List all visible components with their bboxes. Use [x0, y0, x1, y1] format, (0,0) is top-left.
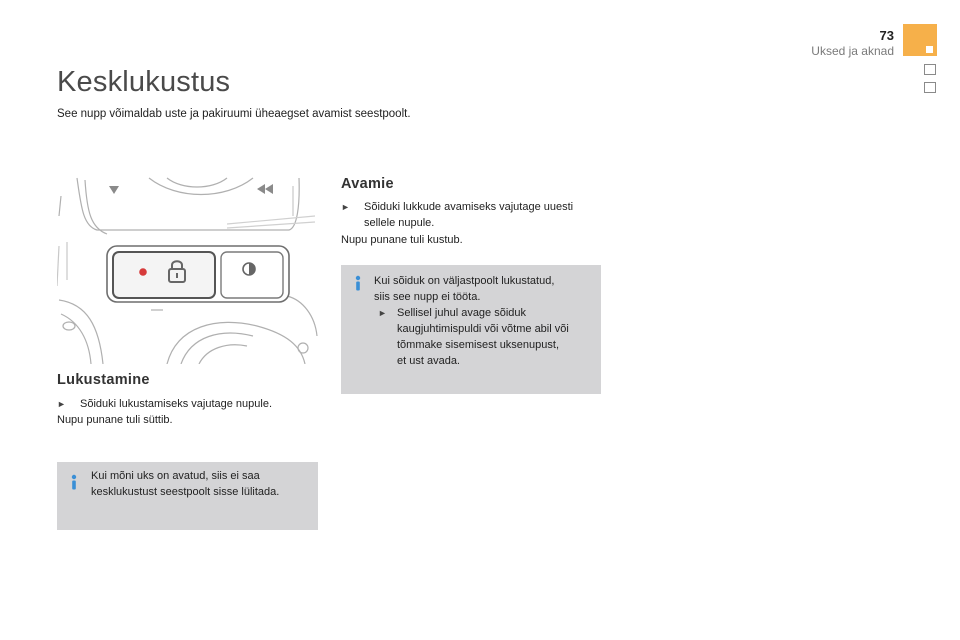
lock-bullet-text: Sõiduki lukustamiseks vajutage nupule. — [80, 398, 273, 410]
lock-info-line-1: Kui mõni uks on avatud, siis ei saa — [91, 470, 260, 482]
chapter-title: Uksed ja aknad — [811, 44, 894, 58]
unlock-bullet-line-1: Sõiduki lukkude avamiseks vajutage uuesti — [364, 201, 574, 213]
lock-section-heading: Lukustamine — [57, 372, 150, 388]
lock-info-line-2: kesklukustust seestpoolt sisse lülitada. — [91, 486, 280, 498]
rewind-icon — [257, 184, 265, 194]
unlock-info-box — [341, 265, 601, 394]
central-locking-button-illustration — [57, 176, 319, 364]
page-title: Kesklukustus — [57, 66, 231, 98]
lock-note: Nupu punane tuli süttib. — [57, 414, 173, 426]
unlock-info-bullet-line-1: Sellisel juhul avage sõiduk — [397, 307, 527, 319]
central-lock-button — [113, 252, 215, 298]
unlock-bullet-item — [341, 199, 601, 231]
arrow-bullet-icon: ► — [57, 399, 66, 409]
unlock-note: Nupu punane tuli kustub. — [341, 234, 463, 246]
chapter-tab-marker — [926, 46, 933, 53]
red-led-indicator — [139, 268, 147, 276]
unlock-info-line-1: Kui sõiduk on väljastpoolt lukustatud, — [374, 275, 555, 287]
unlock-info-bullet-line-3: tõmmake sisemisest uksenupust, — [397, 339, 560, 351]
arrow-bullet-icon: ► — [341, 202, 350, 212]
down-arrow-icon — [109, 186, 119, 194]
unlock-info-bullet-line-4: et ust avada. — [397, 355, 460, 367]
unlock-info-bullet-line-2: kaugjuhtimispuldi või võtme abil või — [397, 323, 569, 335]
chapter-tab — [903, 24, 937, 56]
unlock-bullet-line-2: sellele nupule. — [364, 217, 435, 229]
side-nav-square-1 — [924, 64, 936, 75]
intro-text: See nupp võimaldab uste ja pakiruumi üheaegset avamist seestpoolt. — [57, 108, 411, 120]
arrow-bullet-icon: ► — [378, 308, 387, 318]
unlock-section-heading: Avamie — [341, 176, 394, 192]
unlock-info-line-2: siis see nupp ei tööta. — [374, 291, 481, 303]
info-icon — [351, 275, 365, 291]
side-nav-square-2 — [924, 82, 936, 93]
info-icon — [67, 474, 81, 490]
lock-info-box — [57, 462, 318, 530]
page-number: 73 — [879, 28, 894, 43]
